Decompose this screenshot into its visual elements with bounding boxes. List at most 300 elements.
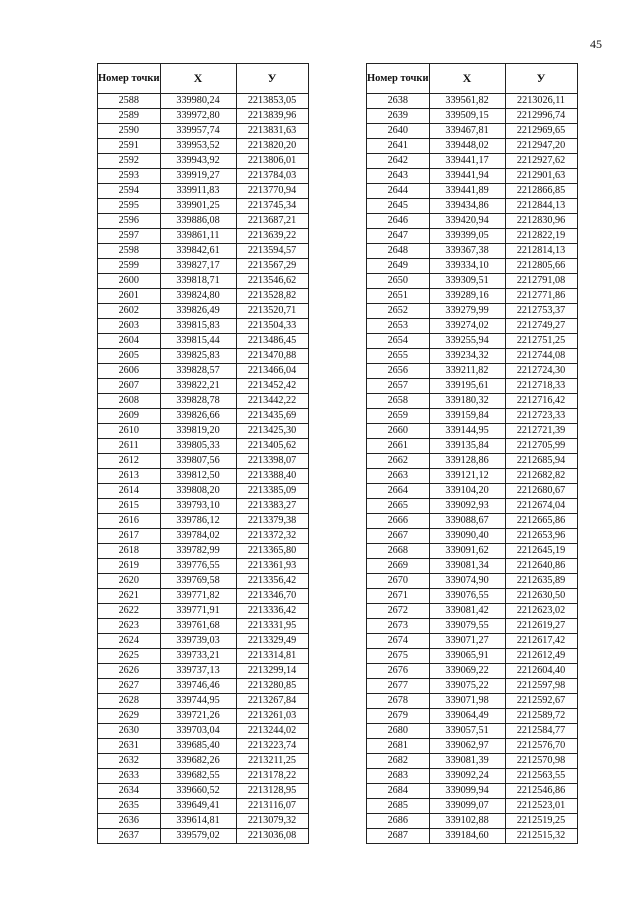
table-row [98, 229, 309, 244]
table-row [367, 349, 578, 364]
point-number-cell: 2624 [98, 634, 161, 649]
table-row [367, 229, 578, 244]
x-coordinate-cell: 339274,02 [429, 319, 505, 334]
y-coordinate-cell: 2212866,85 [505, 184, 577, 199]
header-point-number: Номер точки [367, 64, 430, 94]
table-row [367, 649, 578, 664]
y-coordinate-cell: 2213784,03 [236, 169, 308, 184]
table-row [98, 484, 309, 499]
table-row [367, 244, 578, 259]
table-row [98, 439, 309, 454]
header-point-number: Номер точки [98, 64, 161, 94]
y-coordinate-cell: 2213116,07 [236, 799, 308, 814]
table-row [98, 319, 309, 334]
table-row [367, 304, 578, 319]
y-coordinate-cell: 2213346,70 [236, 589, 308, 604]
y-coordinate-cell: 2213504,33 [236, 319, 308, 334]
table-row [367, 514, 578, 529]
table-row [98, 724, 309, 739]
table-row [98, 604, 309, 619]
table-row [98, 514, 309, 529]
x-coordinate-cell: 339842,61 [160, 244, 236, 259]
y-coordinate-cell: 2212584,77 [505, 724, 577, 739]
point-number-cell: 2623 [98, 619, 161, 634]
x-coordinate-cell: 339279,99 [429, 304, 505, 319]
x-coordinate-cell: 339184,60 [429, 829, 505, 844]
table-row [98, 274, 309, 289]
point-number-cell: 2592 [98, 154, 161, 169]
point-number-cell: 2630 [98, 724, 161, 739]
y-coordinate-cell: 2212563,55 [505, 769, 577, 784]
x-coordinate-cell: 339441,89 [429, 184, 505, 199]
point-number-cell: 2682 [367, 754, 430, 769]
table-row [98, 589, 309, 604]
point-number-cell: 2617 [98, 529, 161, 544]
y-coordinate-cell: 2212721,39 [505, 424, 577, 439]
table-row [367, 829, 578, 844]
table-row [98, 94, 309, 109]
table-header-row [367, 64, 578, 94]
table-row [367, 664, 578, 679]
point-number-cell: 2672 [367, 604, 430, 619]
x-coordinate-cell: 339786,12 [160, 514, 236, 529]
y-coordinate-cell: 2212619,27 [505, 619, 577, 634]
table-row [98, 244, 309, 259]
y-coordinate-cell: 2213079,32 [236, 814, 308, 829]
y-coordinate-cell: 2213383,27 [236, 499, 308, 514]
x-coordinate-cell: 339448,02 [429, 139, 505, 154]
table-row [98, 649, 309, 664]
table-row [98, 184, 309, 199]
x-coordinate-cell: 339195,61 [429, 379, 505, 394]
point-number-cell: 2654 [367, 334, 430, 349]
point-number-cell: 2622 [98, 604, 161, 619]
point-number-cell: 2613 [98, 469, 161, 484]
x-coordinate-cell: 339818,71 [160, 274, 236, 289]
point-number-cell: 2600 [98, 274, 161, 289]
table-row [367, 634, 578, 649]
x-coordinate-cell: 339234,32 [429, 349, 505, 364]
y-coordinate-cell: 2212682,82 [505, 469, 577, 484]
x-coordinate-cell: 339825,83 [160, 349, 236, 364]
table-row [367, 214, 578, 229]
x-coordinate-cell: 339703,04 [160, 724, 236, 739]
point-number-cell: 2679 [367, 709, 430, 724]
x-coordinate-cell: 339081,39 [429, 754, 505, 769]
table-row [367, 424, 578, 439]
y-coordinate-cell: 2212822,19 [505, 229, 577, 244]
x-coordinate-cell: 339079,55 [429, 619, 505, 634]
y-coordinate-cell: 2213336,42 [236, 604, 308, 619]
y-coordinate-cell: 2212771,86 [505, 289, 577, 304]
y-coordinate-cell: 2213853,05 [236, 94, 308, 109]
x-coordinate-cell: 339901,25 [160, 199, 236, 214]
x-coordinate-cell: 339367,38 [429, 244, 505, 259]
point-number-cell: 2599 [98, 259, 161, 274]
x-coordinate-cell: 339769,58 [160, 574, 236, 589]
y-coordinate-cell: 2213385,09 [236, 484, 308, 499]
x-coordinate-cell: 339074,90 [429, 574, 505, 589]
point-number-cell: 2625 [98, 649, 161, 664]
point-number-cell: 2594 [98, 184, 161, 199]
x-coordinate-cell: 339088,67 [429, 514, 505, 529]
table-row [367, 169, 578, 184]
point-number-cell: 2604 [98, 334, 161, 349]
point-number-cell: 2603 [98, 319, 161, 334]
point-number-cell: 2611 [98, 439, 161, 454]
table-row [98, 169, 309, 184]
table-row [367, 589, 578, 604]
y-coordinate-cell: 2213806,01 [236, 154, 308, 169]
x-coordinate-cell: 339739,03 [160, 634, 236, 649]
y-coordinate-cell: 2213329,49 [236, 634, 308, 649]
table-row [98, 799, 309, 814]
point-number-cell: 2642 [367, 154, 430, 169]
point-number-cell: 2593 [98, 169, 161, 184]
table-row [367, 529, 578, 544]
point-number-cell: 2591 [98, 139, 161, 154]
x-coordinate-cell: 339441,17 [429, 154, 505, 169]
table-row [367, 454, 578, 469]
table-row [367, 679, 578, 694]
x-coordinate-cell: 339441,94 [429, 169, 505, 184]
x-coordinate-cell: 339092,24 [429, 769, 505, 784]
table-body-left [98, 94, 309, 844]
table-row [98, 454, 309, 469]
y-coordinate-cell: 2213223,74 [236, 739, 308, 754]
table-row [98, 304, 309, 319]
point-number-cell: 2671 [367, 589, 430, 604]
table-row [98, 634, 309, 649]
x-coordinate-cell: 339076,55 [429, 589, 505, 604]
point-number-cell: 2589 [98, 109, 161, 124]
point-number-cell: 2605 [98, 349, 161, 364]
point-number-cell: 2641 [367, 139, 430, 154]
y-coordinate-cell: 2212749,27 [505, 319, 577, 334]
x-coordinate-cell: 339815,44 [160, 334, 236, 349]
x-coordinate-cell: 339812,50 [160, 469, 236, 484]
x-coordinate-cell: 339090,40 [429, 529, 505, 544]
y-coordinate-cell: 2212576,70 [505, 739, 577, 754]
table-row [98, 754, 309, 769]
coordinates-table-right [366, 63, 578, 844]
y-coordinate-cell: 2213435,69 [236, 409, 308, 424]
x-coordinate-cell: 339793,10 [160, 499, 236, 514]
y-coordinate-cell: 2213687,21 [236, 214, 308, 229]
y-coordinate-cell: 2213520,71 [236, 304, 308, 319]
x-coordinate-cell: 339649,41 [160, 799, 236, 814]
point-number-cell: 2601 [98, 289, 161, 304]
table-row [367, 124, 578, 139]
x-coordinate-cell: 339815,83 [160, 319, 236, 334]
table-body-right [367, 94, 578, 844]
y-coordinate-cell: 2213831,63 [236, 124, 308, 139]
x-coordinate-cell: 339289,16 [429, 289, 505, 304]
point-number-cell: 2669 [367, 559, 430, 574]
y-coordinate-cell: 2212623,02 [505, 604, 577, 619]
point-number-cell: 2626 [98, 664, 161, 679]
point-number-cell: 2640 [367, 124, 430, 139]
table-row [367, 274, 578, 289]
table-row [367, 379, 578, 394]
table-row [98, 499, 309, 514]
table-row [367, 724, 578, 739]
point-number-cell: 2610 [98, 424, 161, 439]
table-row [367, 394, 578, 409]
page-number: 45 [590, 37, 602, 51]
x-coordinate-cell: 339805,33 [160, 439, 236, 454]
y-coordinate-cell: 2213820,20 [236, 139, 308, 154]
table-row [98, 379, 309, 394]
point-number-cell: 2659 [367, 409, 430, 424]
header-y: У [236, 64, 308, 94]
x-coordinate-cell: 339069,22 [429, 664, 505, 679]
y-coordinate-cell: 2213452,42 [236, 379, 308, 394]
table-row [367, 199, 578, 214]
point-number-cell: 2607 [98, 379, 161, 394]
point-number-cell: 2646 [367, 214, 430, 229]
table-row [98, 334, 309, 349]
point-number-cell: 2662 [367, 454, 430, 469]
point-number-cell: 2609 [98, 409, 161, 424]
point-number-cell: 2648 [367, 244, 430, 259]
table-row [98, 154, 309, 169]
x-coordinate-cell: 339776,55 [160, 559, 236, 574]
y-coordinate-cell: 2212653,96 [505, 529, 577, 544]
point-number-cell: 2681 [367, 739, 430, 754]
x-coordinate-cell: 339180,32 [429, 394, 505, 409]
header-y: У [505, 64, 577, 94]
point-number-cell: 2649 [367, 259, 430, 274]
point-number-cell: 2673 [367, 619, 430, 634]
point-number-cell: 2627 [98, 679, 161, 694]
x-coordinate-cell: 339822,21 [160, 379, 236, 394]
table-row [367, 559, 578, 574]
y-coordinate-cell: 2212674,04 [505, 499, 577, 514]
point-number-cell: 2618 [98, 544, 161, 559]
x-coordinate-cell: 339953,52 [160, 139, 236, 154]
y-coordinate-cell: 2213356,42 [236, 574, 308, 589]
x-coordinate-cell: 339467,81 [429, 124, 505, 139]
x-coordinate-cell: 339091,62 [429, 544, 505, 559]
table-row [367, 154, 578, 169]
y-coordinate-cell: 2212723,33 [505, 409, 577, 424]
y-coordinate-cell: 2212705,99 [505, 439, 577, 454]
y-coordinate-cell: 2212597,98 [505, 679, 577, 694]
x-coordinate-cell: 339943,92 [160, 154, 236, 169]
y-coordinate-cell: 2212645,19 [505, 544, 577, 559]
point-number-cell: 2596 [98, 214, 161, 229]
x-coordinate-cell: 339782,99 [160, 544, 236, 559]
point-number-cell: 2657 [367, 379, 430, 394]
x-coordinate-cell: 339682,26 [160, 754, 236, 769]
x-coordinate-cell: 339957,74 [160, 124, 236, 139]
x-coordinate-cell: 339065,91 [429, 649, 505, 664]
y-coordinate-cell: 2212589,72 [505, 709, 577, 724]
x-coordinate-cell: 339828,78 [160, 394, 236, 409]
point-number-cell: 2637 [98, 829, 161, 844]
table-row [98, 544, 309, 559]
point-number-cell: 2661 [367, 439, 430, 454]
table-row [367, 184, 578, 199]
y-coordinate-cell: 2212716,42 [505, 394, 577, 409]
y-coordinate-cell: 2213026,11 [505, 94, 577, 109]
table-row [367, 739, 578, 754]
point-number-cell: 2664 [367, 484, 430, 499]
x-coordinate-cell: 339075,22 [429, 679, 505, 694]
y-coordinate-cell: 2212685,94 [505, 454, 577, 469]
table-row [367, 694, 578, 709]
y-coordinate-cell: 2213486,45 [236, 334, 308, 349]
y-coordinate-cell: 2213594,57 [236, 244, 308, 259]
point-number-cell: 2668 [367, 544, 430, 559]
table-row [98, 469, 309, 484]
y-coordinate-cell: 2212546,86 [505, 784, 577, 799]
x-coordinate-cell: 339972,80 [160, 109, 236, 124]
point-number-cell: 2595 [98, 199, 161, 214]
point-number-cell: 2652 [367, 304, 430, 319]
point-number-cell: 2676 [367, 664, 430, 679]
y-coordinate-cell: 2213280,85 [236, 679, 308, 694]
y-coordinate-cell: 2213425,30 [236, 424, 308, 439]
table-row [367, 544, 578, 559]
x-coordinate-cell: 339733,21 [160, 649, 236, 664]
table-row [98, 199, 309, 214]
table-row [98, 559, 309, 574]
point-number-cell: 2683 [367, 769, 430, 784]
y-coordinate-cell: 2213314,81 [236, 649, 308, 664]
y-coordinate-cell: 2212947,20 [505, 139, 577, 154]
table-row [98, 784, 309, 799]
x-coordinate-cell: 339128,86 [429, 454, 505, 469]
y-coordinate-cell: 2212570,98 [505, 754, 577, 769]
y-coordinate-cell: 2213379,38 [236, 514, 308, 529]
x-coordinate-cell: 339081,34 [429, 559, 505, 574]
x-coordinate-cell: 339828,57 [160, 364, 236, 379]
x-coordinate-cell: 339685,40 [160, 739, 236, 754]
y-coordinate-cell: 2212630,50 [505, 589, 577, 604]
point-number-cell: 2677 [367, 679, 430, 694]
y-coordinate-cell: 2212519,25 [505, 814, 577, 829]
x-coordinate-cell: 339104,20 [429, 484, 505, 499]
table-row [98, 814, 309, 829]
table-row [98, 109, 309, 124]
y-coordinate-cell: 2213331,95 [236, 619, 308, 634]
x-coordinate-cell: 339099,94 [429, 784, 505, 799]
table-row [98, 664, 309, 679]
table-row [98, 709, 309, 724]
y-coordinate-cell: 2212814,13 [505, 244, 577, 259]
point-number-cell: 2644 [367, 184, 430, 199]
table-row [98, 694, 309, 709]
point-number-cell: 2620 [98, 574, 161, 589]
x-coordinate-cell: 339826,49 [160, 304, 236, 319]
y-coordinate-cell: 2213546,62 [236, 274, 308, 289]
table-row [98, 394, 309, 409]
point-number-cell: 2602 [98, 304, 161, 319]
point-number-cell: 2634 [98, 784, 161, 799]
y-coordinate-cell: 2212805,66 [505, 259, 577, 274]
point-number-cell: 2678 [367, 694, 430, 709]
point-number-cell: 2651 [367, 289, 430, 304]
y-coordinate-cell: 2212665,86 [505, 514, 577, 529]
table-row [98, 364, 309, 379]
y-coordinate-cell: 2212996,74 [505, 109, 577, 124]
table-row [367, 319, 578, 334]
y-coordinate-cell: 2213128,95 [236, 784, 308, 799]
table-row [98, 424, 309, 439]
point-number-cell: 2636 [98, 814, 161, 829]
y-coordinate-cell: 2212515,32 [505, 829, 577, 844]
x-coordinate-cell: 339099,07 [429, 799, 505, 814]
point-number-cell: 2598 [98, 244, 161, 259]
x-coordinate-cell: 339135,84 [429, 439, 505, 454]
point-number-cell: 2658 [367, 394, 430, 409]
y-coordinate-cell: 2212844,13 [505, 199, 577, 214]
point-number-cell: 2619 [98, 559, 161, 574]
x-coordinate-cell: 339420,94 [429, 214, 505, 229]
point-number-cell: 2663 [367, 469, 430, 484]
y-coordinate-cell: 2212901,63 [505, 169, 577, 184]
x-coordinate-cell: 339144,95 [429, 424, 505, 439]
y-coordinate-cell: 2213211,25 [236, 754, 308, 769]
point-number-cell: 2631 [98, 739, 161, 754]
point-number-cell: 2632 [98, 754, 161, 769]
x-coordinate-cell: 339579,02 [160, 829, 236, 844]
table-row [98, 619, 309, 634]
point-number-cell: 2670 [367, 574, 430, 589]
x-coordinate-cell: 339919,27 [160, 169, 236, 184]
point-number-cell: 2621 [98, 589, 161, 604]
x-coordinate-cell: 339071,98 [429, 694, 505, 709]
y-coordinate-cell: 2212604,40 [505, 664, 577, 679]
x-coordinate-cell: 339211,82 [429, 364, 505, 379]
y-coordinate-cell: 2212617,42 [505, 634, 577, 649]
point-number-cell: 2684 [367, 784, 430, 799]
point-number-cell: 2588 [98, 94, 161, 109]
point-number-cell: 2665 [367, 499, 430, 514]
y-coordinate-cell: 2213770,94 [236, 184, 308, 199]
table-row [367, 769, 578, 784]
point-number-cell: 2667 [367, 529, 430, 544]
table-row [367, 364, 578, 379]
point-number-cell: 2639 [367, 109, 430, 124]
y-coordinate-cell: 2212523,01 [505, 799, 577, 814]
point-number-cell: 2628 [98, 694, 161, 709]
y-coordinate-cell: 2213398,07 [236, 454, 308, 469]
point-number-cell: 2680 [367, 724, 430, 739]
y-coordinate-cell: 2212751,25 [505, 334, 577, 349]
y-coordinate-cell: 2212830,96 [505, 214, 577, 229]
x-coordinate-cell: 339159,84 [429, 409, 505, 424]
x-coordinate-cell: 339071,27 [429, 634, 505, 649]
point-number-cell: 2615 [98, 499, 161, 514]
y-coordinate-cell: 2213745,34 [236, 199, 308, 214]
y-coordinate-cell: 2212753,37 [505, 304, 577, 319]
point-number-cell: 2608 [98, 394, 161, 409]
x-coordinate-cell: 339824,80 [160, 289, 236, 304]
point-number-cell: 2674 [367, 634, 430, 649]
y-coordinate-cell: 2213567,29 [236, 259, 308, 274]
point-number-cell: 2629 [98, 709, 161, 724]
y-coordinate-cell: 2213466,04 [236, 364, 308, 379]
y-coordinate-cell: 2213036,08 [236, 829, 308, 844]
y-coordinate-cell: 2212718,33 [505, 379, 577, 394]
table-row [367, 484, 578, 499]
point-number-cell: 2655 [367, 349, 430, 364]
x-coordinate-cell: 339399,05 [429, 229, 505, 244]
y-coordinate-cell: 2212680,67 [505, 484, 577, 499]
